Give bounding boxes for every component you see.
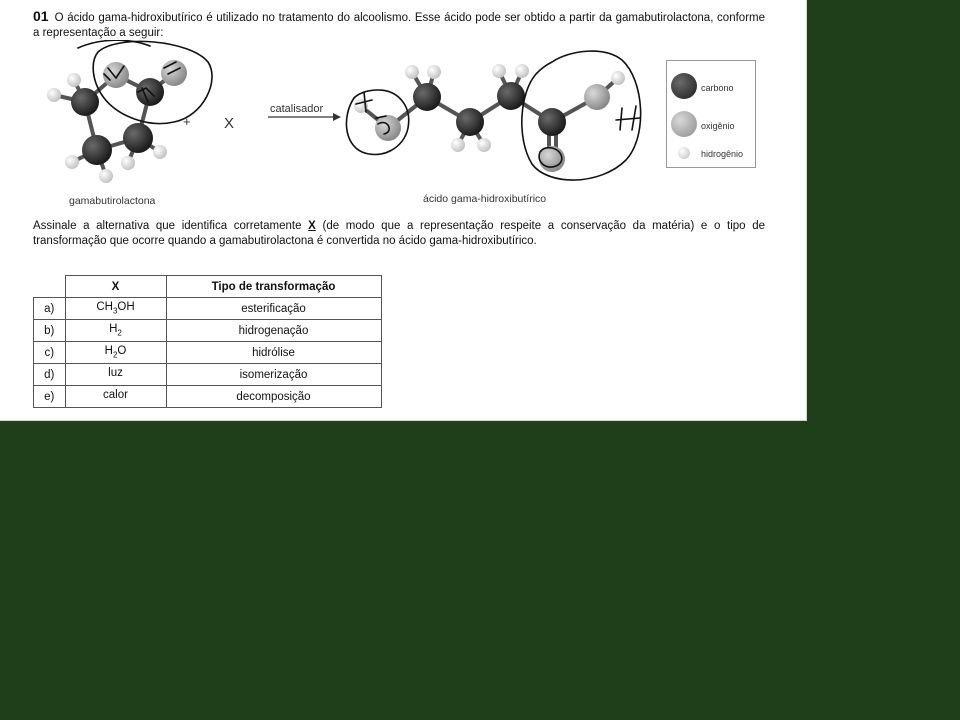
table-row[interactable]	[34, 364, 382, 386]
option-tipo: decomposição	[166, 386, 381, 408]
acido-gama-hidroxibutirico-molecule	[354, 64, 625, 172]
alternatives-table	[33, 275, 382, 408]
question-prompt	[33, 219, 765, 249]
legend-label: hidrogênio	[701, 149, 744, 159]
header-x: X	[65, 276, 166, 298]
option-x: $CH_3OH$	[65, 298, 166, 320]
prompt-x-letter: X	[308, 220, 316, 232]
table-header-row	[34, 276, 382, 298]
question-intro	[33, 9, 765, 41]
plus-sign: +	[183, 114, 191, 129]
legend-label: carbono	[701, 83, 734, 93]
header-tipo: Tipo de transformação	[166, 276, 381, 298]
question-page	[0, 0, 807, 421]
table-row[interactable]	[34, 386, 382, 408]
table-row[interactable]	[34, 320, 382, 342]
option-letter[interactable]: d)	[34, 364, 66, 386]
gamabutirolactona-molecule	[47, 60, 187, 183]
prompt-text-end: (de modo que a representação respeite a conservação da matéria) e o tipo de transformação que ocorre quando a gamabutirolactona é convertida no ácido gama-hidroxibutírico.	[33, 220, 765, 247]
option-tipo: hidrólise	[166, 342, 381, 364]
oxygen-atom-icon	[671, 111, 697, 137]
prompt-text-start: Assinale a alternativa que identifica corretamente	[33, 220, 302, 232]
legend-item-carbono	[667, 71, 755, 105]
product-name-label: ácido gama-hidroxibutírico	[423, 193, 547, 205]
option-x: $H_2$	[65, 320, 166, 342]
option-letter[interactable]: e)	[34, 386, 66, 408]
hydrogen-atom-icon	[678, 147, 690, 159]
legend-label: oxigênio	[701, 121, 735, 131]
reagent-x-symbol: X	[224, 115, 235, 132]
header-blank-cell	[34, 276, 66, 298]
carbon-atom-icon	[671, 73, 697, 99]
option-tipo: isomerização	[166, 364, 381, 386]
option-tipo: hidrogenação	[166, 320, 381, 342]
option-x: luz	[65, 364, 166, 386]
option-letter[interactable]: a)	[34, 298, 66, 320]
reactant-name-label: gamabutirolactona	[69, 195, 156, 207]
option-letter[interactable]: b)	[34, 320, 66, 342]
intro-text: O ácido gama-hidroxibutírico é utilizado no tratamento do alcoolismo. Esse ácido pode ser obtido a partir da gamabutirolactona, conforme a representação a seguir:	[33, 12, 765, 39]
question-number: 01	[33, 8, 49, 24]
table-row[interactable]	[34, 342, 382, 364]
legend-item-hidrogenio	[667, 141, 755, 175]
option-letter[interactable]: c)	[34, 342, 66, 364]
legend-item-oxigenio	[667, 109, 755, 143]
option-x: calor	[65, 386, 166, 408]
table-row[interactable]	[34, 298, 382, 320]
option-x: $H_2O$	[65, 342, 166, 364]
option-tipo: esterificação	[166, 298, 381, 320]
catalyst-label: catalisador	[270, 103, 324, 115]
atom-legend	[666, 60, 756, 168]
